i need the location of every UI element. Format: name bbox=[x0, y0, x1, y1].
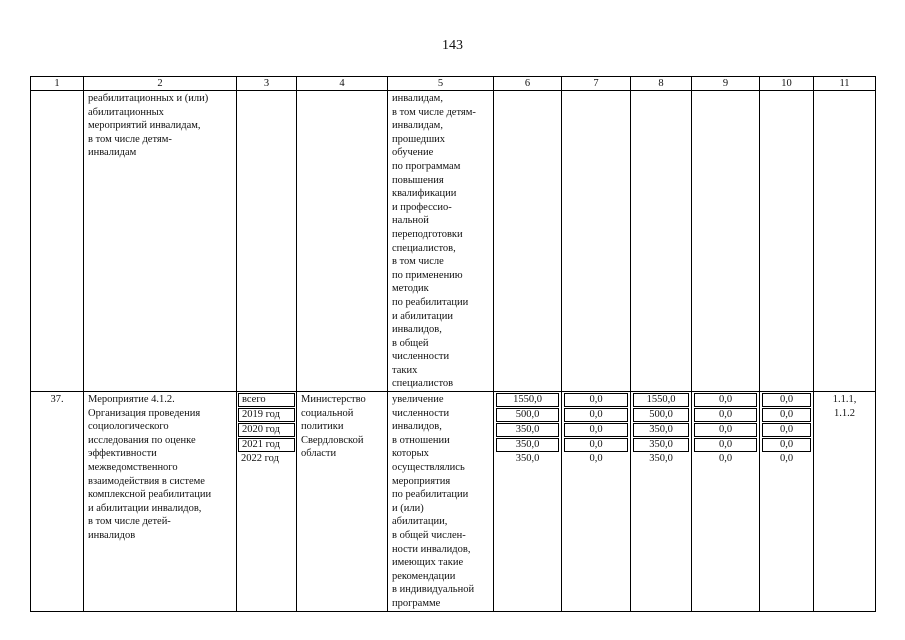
col-header-6: 6 bbox=[494, 77, 562, 91]
col-header-5: 5 bbox=[388, 77, 494, 91]
col-header-10: 10 bbox=[760, 77, 814, 91]
col-header-2: 2 bbox=[84, 77, 237, 91]
table-row-37 bbox=[31, 392, 876, 612]
col-header-9: 9 bbox=[692, 77, 760, 91]
target-indicators: 1.1.1, 1.1.2 bbox=[814, 392, 876, 612]
measure-name: Мероприятие 4.1.2. Организация проведения социологического исследования по оценке эффективности межведомственного взаимодействия в системе комплексной реабилитации и абилитации инвалидов, в том числе детей- инвалидов bbox=[84, 392, 237, 612]
col-header-3: 3 bbox=[237, 77, 297, 91]
funding-regional: 1550,0 500,0 350,0 350,0 350,0 bbox=[631, 392, 692, 612]
funding-total: 1550,0 500,0 350,0 350,0 350,0 bbox=[494, 392, 562, 612]
col-header-4: 4 bbox=[297, 77, 388, 91]
funding-federal: 0,0 0,0 0,0 0,0 0,0 bbox=[562, 392, 631, 612]
header-row bbox=[31, 77, 876, 91]
table-row-continued bbox=[31, 91, 876, 392]
col-header-11: 11 bbox=[814, 77, 876, 91]
indicator-text: увеличение численности инвалидов, в отношении которых осуществлялись мероприятия по реабилитации и (или) абилитации, в общей числен- ности инвалидов, имеющих такие рекомендации в индивидуальной программе bbox=[388, 392, 494, 612]
col-header-8: 8 bbox=[631, 77, 692, 91]
continued-measure-text: реабилитационных и (или) абилитационных мероприятий инвалидам, в том числе детям- инвалидам bbox=[84, 91, 237, 392]
col-header-1: 1 bbox=[31, 77, 84, 91]
page-number: 143 bbox=[442, 38, 463, 53]
period-list: всего 2019 год 2020 год 2021 год 2022 год bbox=[237, 392, 297, 612]
row-number: 37. bbox=[31, 392, 84, 612]
col-header-7: 7 bbox=[562, 77, 631, 91]
responsible-executor: Министерство социальной политики Свердловской области bbox=[297, 392, 388, 612]
funding-local: 0,0 0,0 0,0 0,0 0,0 bbox=[692, 392, 760, 612]
funding-other: 0,0 0,0 0,0 0,0 0,0 bbox=[760, 392, 814, 612]
continued-indicator-text: инвалидам, в том числе детям- инвалидам, прошедших обучение по программам повышения квалификации и профессио- нальной переподготовки специалистов, в том числе по применению методик по реабилитации и абилитации инвалидов, в общей численности таких специалистов bbox=[388, 91, 494, 392]
program-table bbox=[30, 76, 876, 612]
